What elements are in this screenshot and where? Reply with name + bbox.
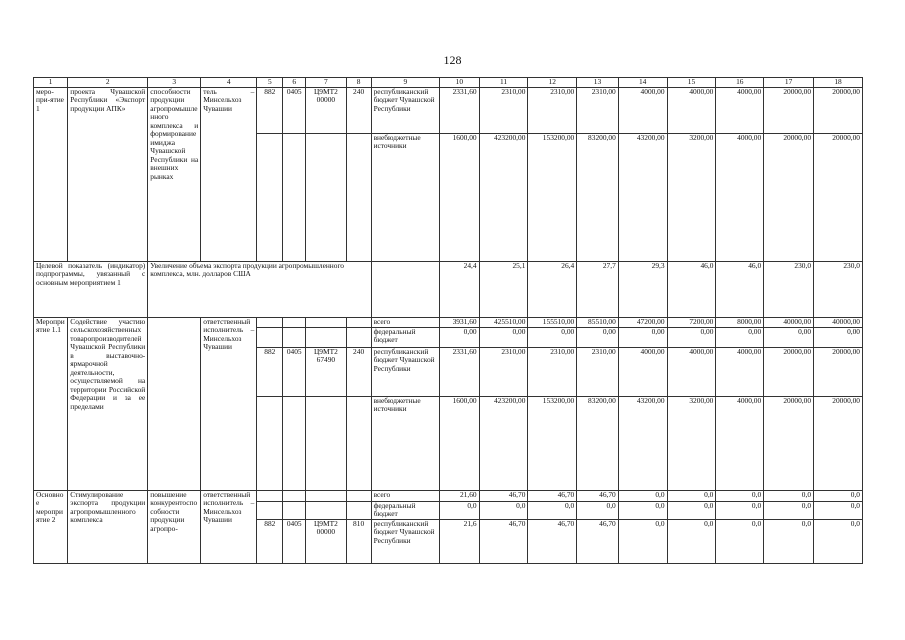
empty-cell xyxy=(346,317,371,327)
value-cell: 46,70 xyxy=(577,519,619,563)
value-cell: 4000,00 xyxy=(716,133,764,261)
value-cell: 4000,00 xyxy=(716,87,764,133)
value-cell: 0,0 xyxy=(479,501,528,519)
value-cell: 83200,00 xyxy=(577,396,619,490)
indicator-value: 24,4 xyxy=(440,261,479,317)
value-cell: 0,0 xyxy=(716,490,764,501)
value-cell: 0,00 xyxy=(528,327,577,347)
empty-cell xyxy=(283,396,306,490)
header-cell: 18 xyxy=(814,78,863,88)
empty-cell xyxy=(306,133,347,261)
responsible-executor: ответственный исполнитель – Минсельхоз Чувашии xyxy=(201,490,257,563)
value-cell: 20000,00 xyxy=(814,87,863,133)
empty-cell xyxy=(346,133,371,261)
empty-cell xyxy=(306,396,347,490)
header-cell: 4 xyxy=(201,78,257,88)
budget-code-grbs: 882 xyxy=(257,519,283,563)
funding-source: внебюджетные источники xyxy=(371,133,440,261)
value-cell: 21,6 xyxy=(440,519,479,563)
funding-source: всего xyxy=(371,490,440,501)
empty-cell xyxy=(306,317,347,327)
indicator-text: Увеличение объема экспорта продукции агропромышленного комплекса, млн. долларов США xyxy=(148,261,371,317)
value-cell: 2310,00 xyxy=(479,347,528,396)
empty-cell xyxy=(371,261,440,317)
value-cell: 8000,00 xyxy=(716,317,764,327)
value-cell: 0,0 xyxy=(667,519,716,563)
value-cell: 4000,00 xyxy=(667,347,716,396)
budget-code-grbs: 882 xyxy=(257,347,283,396)
header-cell: 15 xyxy=(667,78,716,88)
funding-source: всего xyxy=(371,317,440,327)
budget-code-expense-type: 240 xyxy=(346,87,371,133)
value-cell: 46,70 xyxy=(577,490,619,501)
value-cell: 40000,00 xyxy=(764,317,814,327)
value-cell: 2310,00 xyxy=(577,347,619,396)
empty-cell xyxy=(346,490,371,501)
value-cell: 7200,00 xyxy=(667,317,716,327)
value-cell: 4000,00 xyxy=(667,87,716,133)
empty-cell xyxy=(283,501,306,519)
value-cell: 20000,00 xyxy=(764,133,814,261)
activity-label: Основное мероприятие 2 xyxy=(34,490,68,563)
empty-cell xyxy=(257,317,283,327)
value-cell: 2331,60 xyxy=(440,347,479,396)
funding-source: республиканский бюджет Чувашской Республики xyxy=(371,87,440,133)
value-cell: 0,0 xyxy=(716,501,764,519)
header-cell: 10 xyxy=(440,78,479,88)
value-cell: 4000,00 xyxy=(716,396,764,490)
value-cell: 20000,00 xyxy=(814,396,863,490)
value-cell: 0,00 xyxy=(440,327,479,347)
table-row xyxy=(34,87,863,133)
value-cell: 423200,00 xyxy=(479,133,528,261)
value-cell: 1600,00 xyxy=(440,133,479,261)
value-cell: 0,0 xyxy=(814,490,863,501)
empty-cell xyxy=(148,317,201,490)
empty-cell xyxy=(283,327,306,347)
header-cell: 7 xyxy=(306,78,347,88)
value-cell: 155510,00 xyxy=(528,317,577,327)
value-cell: 83200,00 xyxy=(577,133,619,261)
value-cell: 423200,00 xyxy=(479,396,528,490)
value-cell: 4000,00 xyxy=(716,347,764,396)
activity-name: проекта Чувашской Республики «Экспорт продукции АПК» xyxy=(68,87,148,261)
value-cell: 0,0 xyxy=(814,501,863,519)
value-cell: 3200,00 xyxy=(667,396,716,490)
indicator-value: 26,4 xyxy=(528,261,577,317)
funding-source: федеральный бюджет xyxy=(371,501,440,519)
value-cell: 4000,00 xyxy=(618,347,667,396)
empty-cell xyxy=(257,396,283,490)
value-cell: 47200,00 xyxy=(618,317,667,327)
empty-cell xyxy=(257,490,283,501)
value-cell: 0,0 xyxy=(440,501,479,519)
budget-code-target: Ц9МТ2 00000 xyxy=(306,87,347,133)
value-cell: 3200,00 xyxy=(667,133,716,261)
empty-cell xyxy=(257,133,283,261)
value-cell: 20000,00 xyxy=(814,347,863,396)
value-cell: 20000,00 xyxy=(764,87,814,133)
value-cell: 0,0 xyxy=(577,501,619,519)
header-cell: 12 xyxy=(528,78,577,88)
value-cell: 425510,00 xyxy=(479,317,528,327)
header-cell: 8 xyxy=(346,78,371,88)
header-cell: 17 xyxy=(764,78,814,88)
activity-name: Стимулирование экспорта продукции агропромышленного комплекса xyxy=(68,490,148,563)
budget-code-section: 0405 xyxy=(283,519,306,563)
value-cell: 0,00 xyxy=(577,327,619,347)
responsible-executor: тель – Минсельхоз Чувашии xyxy=(201,87,257,261)
header-cell: 11 xyxy=(479,78,528,88)
value-cell: 0,0 xyxy=(764,501,814,519)
indicator-value: 27,7 xyxy=(577,261,619,317)
value-cell: 46,70 xyxy=(528,490,577,501)
value-cell: 46,70 xyxy=(528,519,577,563)
value-cell: 0,0 xyxy=(716,519,764,563)
budget-table xyxy=(33,77,863,564)
value-cell: 43200,00 xyxy=(618,396,667,490)
value-cell: 0,0 xyxy=(528,501,577,519)
indicator-value: 46,0 xyxy=(667,261,716,317)
empty-cell xyxy=(257,501,283,519)
empty-cell xyxy=(346,501,371,519)
value-cell: 2310,00 xyxy=(528,347,577,396)
budget-code-target: Ц9МТ2 00000 xyxy=(306,519,347,563)
empty-cell xyxy=(257,327,283,347)
value-cell: 0,0 xyxy=(667,501,716,519)
value-cell: 0,0 xyxy=(764,519,814,563)
header-row xyxy=(34,78,863,88)
value-cell: 0,0 xyxy=(618,501,667,519)
empty-cell xyxy=(346,396,371,490)
table-row xyxy=(34,317,863,327)
indicator-value: 230,0 xyxy=(814,261,863,317)
value-cell: 0,0 xyxy=(764,490,814,501)
empty-cell xyxy=(306,490,347,501)
funding-source: республиканский бюджет Чувашской Республики xyxy=(371,347,440,396)
indicator-row xyxy=(34,261,863,317)
activity-label: меро-при-ятие 1 xyxy=(34,87,68,261)
indicator-label: Целевой показатель (индикатор) подпрограммы, увязанный с основным мероприятием 1 xyxy=(34,261,148,317)
activity-label: Мероприятие 1.1 xyxy=(34,317,68,490)
funding-source: внебюджетные источники xyxy=(371,396,440,490)
value-cell: 2310,00 xyxy=(528,87,577,133)
budget-code-grbs: 882 xyxy=(257,87,283,133)
budget-code-expense-type: 810 xyxy=(346,519,371,563)
indicator-value: 29,3 xyxy=(618,261,667,317)
empty-cell xyxy=(283,490,306,501)
value-cell: 46,70 xyxy=(479,490,528,501)
empty-cell xyxy=(346,327,371,347)
value-cell: 0,00 xyxy=(479,327,528,347)
budget-code-section: 0405 xyxy=(283,87,306,133)
value-cell: 0,00 xyxy=(814,327,863,347)
budget-code-expense-type: 240 xyxy=(346,347,371,396)
expected-result: способности продукции агропромышленного комплекса и формирование имиджа Чувашской Республики на внешних рынках xyxy=(148,87,201,261)
table-row xyxy=(34,490,863,501)
expected-result: повышение конкурентоспособности продукции агропро- xyxy=(148,490,201,563)
value-cell: 85510,00 xyxy=(577,317,619,327)
value-cell: 46,70 xyxy=(479,519,528,563)
value-cell: 0,00 xyxy=(667,327,716,347)
header-cell: 3 xyxy=(148,78,201,88)
indicator-value: 46,0 xyxy=(716,261,764,317)
value-cell: 153200,00 xyxy=(528,396,577,490)
value-cell: 1600,00 xyxy=(440,396,479,490)
value-cell: 40000,00 xyxy=(814,317,863,327)
value-cell: 20000,00 xyxy=(764,347,814,396)
header-cell: 13 xyxy=(577,78,619,88)
value-cell: 20000,00 xyxy=(764,396,814,490)
indicator-value: 230,0 xyxy=(764,261,814,317)
header-cell: 5 xyxy=(257,78,283,88)
value-cell: 0,0 xyxy=(667,490,716,501)
empty-cell xyxy=(283,133,306,261)
header-cell: 16 xyxy=(716,78,764,88)
value-cell: 0,0 xyxy=(814,519,863,563)
funding-source: республиканский бюджет Чувашской Республики xyxy=(371,519,440,563)
budget-code-target: Ц9МТ2 67490 xyxy=(306,347,347,396)
budget-code-section: 0405 xyxy=(283,347,306,396)
value-cell: 0,00 xyxy=(618,327,667,347)
header-cell: 1 xyxy=(34,78,68,88)
header-cell: 9 xyxy=(371,78,440,88)
value-cell: 2310,00 xyxy=(479,87,528,133)
empty-cell xyxy=(283,317,306,327)
value-cell: 2310,00 xyxy=(577,87,619,133)
indicator-value: 25,1 xyxy=(479,261,528,317)
value-cell: 0,00 xyxy=(764,327,814,347)
value-cell: 20000,00 xyxy=(814,133,863,261)
value-cell: 0,00 xyxy=(716,327,764,347)
responsible-executor: ответственный исполнитель – Минсельхоз Чувашии xyxy=(201,317,257,490)
value-cell: 0,0 xyxy=(618,519,667,563)
header-cell: 6 xyxy=(283,78,306,88)
activity-name: Содействие участию сельскохозяйственных товаропроизводителей Чувашской Республики в выставочно-ярмарочной деятельности, осуществляемой на территории Российской Федерации и за ее пределами xyxy=(68,317,148,490)
header-cell: 14 xyxy=(618,78,667,88)
value-cell: 4000,00 xyxy=(618,87,667,133)
value-cell: 0,0 xyxy=(618,490,667,501)
value-cell: 21,60 xyxy=(440,490,479,501)
value-cell: 3931,60 xyxy=(440,317,479,327)
funding-source: федеральный бюджет xyxy=(371,327,440,347)
value-cell: 153200,00 xyxy=(528,133,577,261)
empty-cell xyxy=(306,501,347,519)
empty-cell xyxy=(306,327,347,347)
header-cell: 2 xyxy=(68,78,148,88)
value-cell: 43200,00 xyxy=(618,133,667,261)
value-cell: 2331,60 xyxy=(440,87,479,133)
page-number: 128 xyxy=(443,53,462,67)
